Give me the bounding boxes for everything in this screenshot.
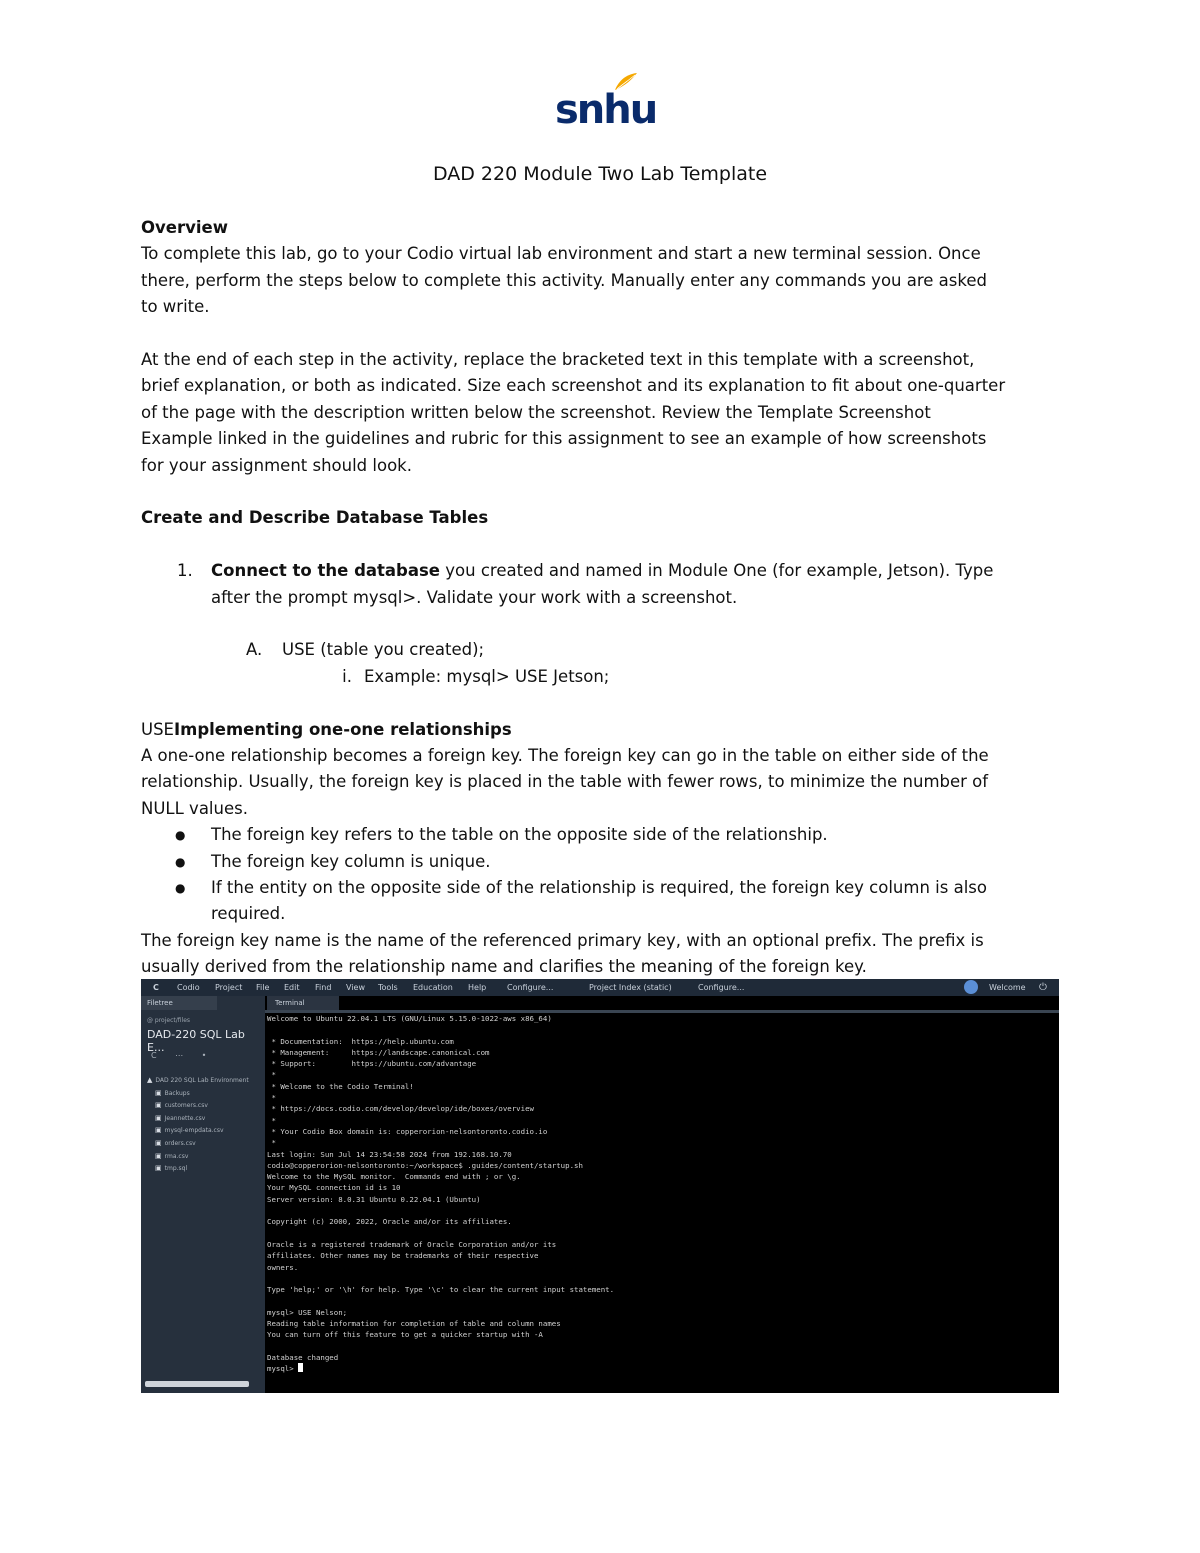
list-item: ● The foreign key refers to the table on the opposite side of the relationship. — [175, 822, 1061, 848]
terminal-line — [267, 1228, 1057, 1239]
codio-sidebar — [141, 996, 265, 1393]
terminal-line: You can turn off this feature to get a quicker startup with -A — [267, 1330, 543, 1340]
terminal-line: mysql> — [267, 1363, 1057, 1374]
overview-line: to write. — [141, 297, 210, 317]
list-item: ▣ tmp.sql — [155, 1164, 188, 1173]
user-name: Welcome — [989, 983, 1026, 992]
menu-item: Find — [315, 983, 332, 992]
menu-item: Project Index (static) — [589, 983, 672, 992]
overview-line: there, perform the steps below to complete this activity. Manually enter any commands you are asked — [141, 270, 987, 290]
step-1a: A. USE (table you created); — [246, 637, 1061, 663]
tab-filetree: Filetree — [141, 996, 217, 1010]
terminal-line: * https://docs.codio.com/develop/develop/ide/boxes/overview — [267, 1104, 534, 1114]
terminal-line: * — [267, 1138, 276, 1148]
outro-line: The foreign key name is the name of the referenced primary key, with an optional prefix. The prefix is — [141, 930, 984, 950]
step-number: 1. — [177, 561, 193, 581]
file-icon: ▣ — [155, 1164, 162, 1173]
menu-item: File — [256, 983, 270, 992]
terminal-panel — [265, 996, 1059, 1393]
terminal-line: Reading table information for completion of table and column names — [267, 1319, 561, 1329]
sidebar-scrollbar — [145, 1381, 249, 1387]
terminal-line: Type 'help;' or '\h' for help. Type '\c' to clear the current input statement. — [267, 1285, 615, 1295]
list-item: ▣ rma.csv — [155, 1151, 189, 1160]
codio-screenshot — [141, 979, 1059, 1393]
terminal-line: * Management: https://landscape.canonical.com — [267, 1047, 490, 1057]
terminal-line — [267, 1205, 1057, 1216]
terminal-line: * — [267, 1070, 276, 1080]
list-item: ▲ DAD 220 SQL Lab Environment — [147, 1076, 249, 1084]
terminal-line — [267, 1341, 1057, 1352]
terminal-line: * — [267, 1093, 276, 1103]
file-icon: ▣ — [155, 1101, 162, 1110]
terminal-line: Oracle is a registered trademark of Oracle Corporation and/or its — [267, 1239, 557, 1249]
terminal-line: * Documentation: https://help.ubuntu.com — [267, 1036, 454, 1046]
menu-item: Configure... — [507, 983, 554, 992]
menu-item: Codio — [177, 983, 200, 992]
terminal-line: Copyright (c) 2000, 2022, Oracle and/or its affiliates. — [267, 1217, 512, 1227]
list-item: ▣ mysql-empdata.csv — [155, 1126, 224, 1135]
terminal-line: owners. — [267, 1262, 299, 1272]
instructions-line: of the page with the description written below the screenshot. Review the Template Screenshot — [141, 402, 931, 422]
instructions-line: for your assignment should look. — [141, 455, 412, 475]
terminal-line: Database changed — [267, 1352, 339, 1362]
document-title: DAD 220 Module Two Lab Template — [432, 163, 768, 185]
file-icon: ▣ — [155, 1126, 162, 1135]
terminal-line — [267, 1273, 1057, 1284]
codio-menubar — [141, 979, 1059, 996]
codio-logo-icon: C — [153, 983, 159, 992]
file-icon: ▣ — [155, 1138, 162, 1147]
terminal-line — [267, 1024, 1057, 1035]
step-1a-i-text: Example: mysql> USE Jetson; — [364, 666, 610, 686]
bullet-icon: ● — [175, 828, 186, 843]
intro-line: relationship. Usually, the foreign key is placed in the table with fewer rows, to minimize the number of — [141, 772, 989, 792]
terminal-cursor — [298, 1363, 303, 1372]
terminal-line — [267, 1295, 1057, 1306]
file-tree — [147, 1074, 249, 1175]
terminal-output — [267, 1013, 1057, 1375]
instructions-line: brief explanation, or both as indicated. Size each screenshot and its explanation to fit about one-quarter — [141, 376, 1006, 396]
overview-heading: Overview — [141, 218, 228, 237]
power-icon: ⏻ — [1039, 982, 1047, 993]
file-icon: ▣ — [155, 1088, 162, 1097]
menu-item: Project — [215, 983, 243, 992]
terminal-line: mysql> USE Nelson; — [267, 1307, 348, 1317]
terminal-line: * Support: https://ubuntu.com/advantage — [267, 1059, 477, 1069]
terminal-line: Welcome to Ubuntu 22.04.1 LTS (GNU/Linux 5.15.0-1022-aws x86_64) — [267, 1014, 552, 1023]
step-bold-text: Connect to the database — [211, 561, 441, 581]
menu-item: Edit — [284, 983, 300, 992]
tab-terminal: Terminal — [267, 996, 339, 1010]
menu-item: Help — [468, 983, 487, 992]
intro-line: NULL values. — [141, 798, 248, 818]
list-item: ▣ customers.csv — [155, 1101, 208, 1110]
terminal-line: Last login: Sun Jul 14 23:54:58 2024 from 192.168.10.70 — [267, 1149, 512, 1159]
sidebar-tools-icon: C ⋯ • — [151, 1051, 215, 1060]
file-icon: ▣ — [155, 1151, 162, 1160]
bullet-list — [141, 822, 1061, 928]
instructions-line: At the end of each step in the activity, replace the bracketed text in this template with a screenshot, — [141, 350, 975, 370]
section-heading-one-one: USEImplementing one-one relationships — [141, 719, 512, 739]
bullet-icon: ● — [175, 854, 186, 869]
menu-item: Tools — [378, 983, 398, 992]
terminal-line: Server version: 8.0.31 Ubuntu 0.22.04.1 (Ubuntu) — [267, 1194, 481, 1204]
list-item: ● The foreign key column is unique. — [175, 849, 1061, 875]
terminal-line: affiliates. Other names may be trademarks of their respective — [267, 1251, 539, 1261]
overview-section — [141, 215, 1061, 981]
step-text: you created and named in Module One (for example, Jetson). Type — [440, 561, 994, 581]
menu-item: View — [346, 983, 365, 992]
intro-line: A one-one relationship becomes a foreign key. The foreign key can go in the table on either side of the — [141, 746, 989, 766]
overview-line: To complete this lab, go to your Codio virtual lab environment and start a new terminal session. Once — [141, 244, 981, 264]
step-1 — [177, 558, 1061, 611]
terminal-line: Your MySQL connection id is 10 — [267, 1183, 401, 1193]
terminal-line: codio@copperorion-nelsontoronto:~/workspace$ .guides/content/startup.sh — [267, 1160, 583, 1170]
menu-item: Education — [413, 983, 453, 992]
project-name: DAD-220 SQL Lab E... — [147, 1028, 245, 1054]
bullet-icon: ● — [175, 881, 186, 896]
list-item: ▣ Jeannette.csv — [155, 1113, 206, 1122]
file-icon: ▣ — [155, 1113, 162, 1122]
list-item: ● If the entity on the opposite side of the relationship is required, the foreign key column is also required. — [175, 875, 1061, 928]
section-heading-tables: Create and Describe Database Tables — [141, 508, 489, 528]
terminal-line: Welcome to the MySQL monitor. Commands end with ; or \g. — [267, 1172, 521, 1182]
instructions-line: Example linked in the guidelines and rubric for this assignment to see an example of how screenshots — [141, 429, 987, 449]
terminal-line: * Welcome to the Codio Terminal! — [267, 1081, 414, 1091]
folder-icon: ▲ — [147, 1076, 153, 1084]
menu-item: Configure... — [698, 983, 745, 992]
step-text-line2: after the prompt mysql>. Validate your work with a screenshot. — [211, 587, 738, 607]
logo-wordmark: snhu — [555, 87, 657, 133]
project-path: @ project/files — [147, 1017, 191, 1024]
step-1a-text: USE (table you created); — [282, 640, 485, 660]
step-1a-i: i. Example: mysql> USE Jetson; — [296, 664, 1061, 690]
terminal-line: * Your Codio Box domain is: copperorion-nelsontoronto.codio.io — [267, 1126, 548, 1136]
outro-line: usually derived from the relationship name and clarifies the meaning of the foreign key. — [141, 957, 867, 977]
list-item: ▣ orders.csv — [155, 1138, 196, 1147]
list-item: ▣ Backups — [155, 1088, 190, 1097]
terminal-line: * — [267, 1115, 276, 1125]
avatar — [964, 980, 978, 994]
snhu-logo — [555, 72, 657, 134]
